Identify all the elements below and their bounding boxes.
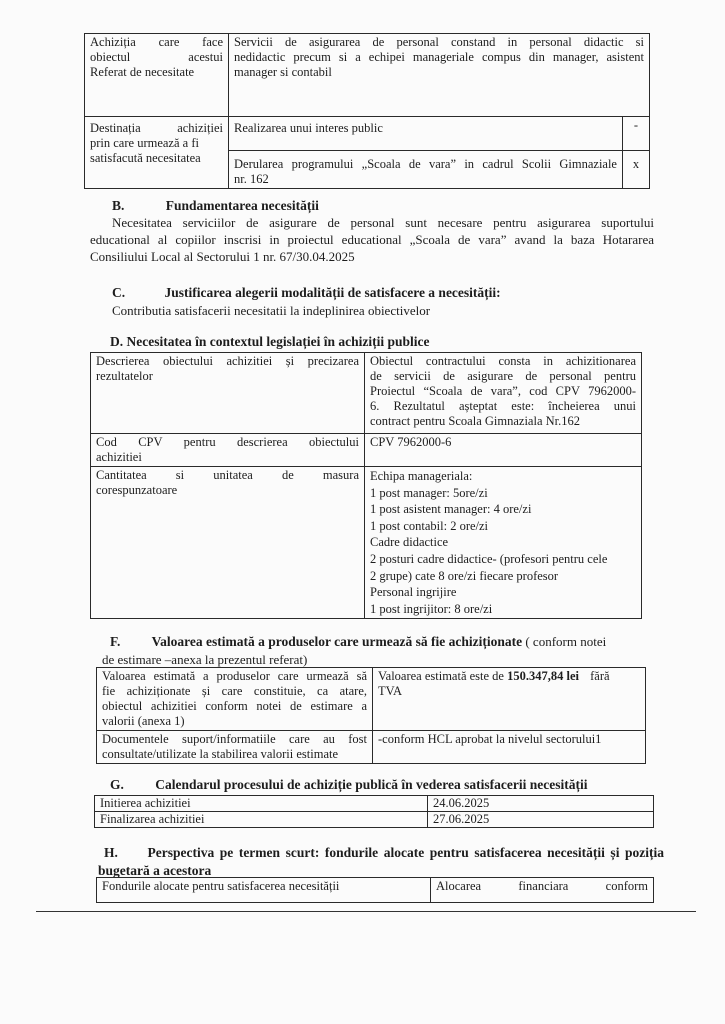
fonduri-table xyxy=(96,877,654,903)
section-f-heading xyxy=(110,634,658,650)
text-line: educational al copiilor inscrisi in proiectul educational „Scoala de vara” avand la baza Hotararea xyxy=(90,232,654,247)
label-line: obiectul achizitiei conform notei de estimare a xyxy=(102,699,367,713)
section-title: Valoarea estimată a produselor care urmează să fie achiziționate xyxy=(151,634,523,649)
label-line: Descrierea obiectului achizitiei și precizarea xyxy=(96,354,359,368)
value-text: Valoarea estimată este de xyxy=(378,669,504,683)
cpv-label xyxy=(91,434,365,467)
value-line: Proiectul “Scoala de vara”, cod CPV 7962000- xyxy=(370,384,636,398)
section-c-text: Contributia satisfacerii necesitatii la indeplinirea obiectivelor xyxy=(112,303,431,318)
section-f-heading-line2: de estimare –anexa la prezentul referat) xyxy=(102,652,308,667)
calendar-row xyxy=(95,812,654,828)
label-line: fie achiziționate și care constituie, ca atare, xyxy=(102,684,367,698)
section-b-heading xyxy=(112,198,319,214)
section-title: Calendarul procesului de achiziție publică în vederea satisfacerii necesității xyxy=(155,777,588,792)
section-d-heading: D. Necesitatea în contextul legislației în achiziții publice xyxy=(110,334,430,349)
calendar-table xyxy=(94,795,654,828)
label-line: Referat de necesitate xyxy=(90,65,195,79)
value-line: 6. Rezultatul așteptat este: încheierea unui xyxy=(370,399,636,413)
cpv-value: CPV 7962000-6 xyxy=(365,434,642,467)
obiect-label xyxy=(91,353,365,434)
value-line: contract pentru Scoala Gimnaziala Nr.162 xyxy=(370,414,580,428)
purpose-table xyxy=(84,33,650,189)
option-scoala-vara xyxy=(229,151,623,189)
valoare-value xyxy=(373,668,646,731)
value-line: manager si contabil xyxy=(234,65,332,79)
section-h-heading xyxy=(104,845,664,861)
legislation-table xyxy=(90,352,642,619)
section-c-heading xyxy=(112,285,501,301)
value-line: Obiectul contractului consta in achizitionarea xyxy=(370,354,636,368)
calendar-row xyxy=(95,796,654,812)
documente-label xyxy=(97,731,373,764)
footer-rule xyxy=(36,911,696,912)
value-line: 1 post contabil: 2 ore/zi xyxy=(370,518,489,533)
value-line: Servicii de asigurarea de personal constand in personal didactic si xyxy=(234,35,644,49)
value-line: 1 post ingrijitor: 8 ore/zi xyxy=(370,601,493,616)
option-mark-1: - xyxy=(623,117,650,151)
valoare-table xyxy=(96,667,646,764)
label-line: consultate/utilizate la stabilirea valorii estimate xyxy=(102,747,339,761)
value-line: Echipa manageriala: xyxy=(370,469,473,483)
option-line: Derularea programului „Scoala de vara” in cadrul Scolii Gimnaziale xyxy=(234,157,617,171)
label-line: Cod CPV pentru descrierea obiectului xyxy=(96,435,359,449)
label-line: Achiziția care face xyxy=(90,35,223,49)
label-line: Valoarea estimată a produselor care urmează să xyxy=(102,669,367,683)
option-line: nr. 162 xyxy=(234,172,269,186)
cantitate-value xyxy=(365,467,642,619)
section-h-title-line2: bugetară a acestora xyxy=(98,863,212,878)
text-line: Consiliului Local al Sectorului 1 nr. 67/30.04.2025 xyxy=(90,249,355,264)
section-title: Justificarea alegerii modalității de satisfacere a necesității: xyxy=(164,285,501,300)
calendar-label: Finalizarea achizitiei xyxy=(95,812,428,828)
label-line: achizitiei xyxy=(96,450,142,464)
destinatie-label xyxy=(85,117,229,189)
section-title: Perspectiva pe termen scurt: fondurile alocate pentru satisfacerea necesității și poziția xyxy=(147,845,665,860)
documente-value: -conform HCL aprobat la nivelul sectorului1 xyxy=(373,731,646,764)
section-title: Fundamentarea necesității xyxy=(165,198,319,213)
value-amount: 150.347,84 lei xyxy=(507,669,579,683)
section-letter: F. xyxy=(110,634,121,649)
label-line: prin care urmează a fi xyxy=(90,136,199,150)
valoare-label xyxy=(97,668,373,731)
cantitate-label xyxy=(91,467,365,619)
value-line: Cadre didactice xyxy=(370,535,449,550)
calendar-date: 27.06.2025 xyxy=(428,812,654,828)
achizitie-label xyxy=(85,34,229,117)
obiect-value xyxy=(365,353,642,434)
label-line: obiectul acestui xyxy=(90,50,223,64)
label-line: Cantitatea si unitatea de masura xyxy=(96,468,359,482)
section-letter: B. xyxy=(112,198,125,213)
section-title-note: ( conform notei xyxy=(525,634,607,649)
section-h-title-line1 xyxy=(104,845,664,861)
achizitie-value xyxy=(229,34,650,117)
valoare-line xyxy=(378,669,640,684)
option-interes-public xyxy=(229,117,623,151)
option-mark-2: x xyxy=(623,151,650,189)
value-line: 1 post manager: 5ore/zi xyxy=(370,485,488,500)
value-line: de servicii de asigurare de personal pentru xyxy=(370,369,636,383)
value-line: 2 grupe) cate 8 ore/zi fiecare profesor xyxy=(370,568,559,583)
calendar-label: Initierea achizitiei xyxy=(95,796,428,812)
fonduri-label: Fondurile alocate pentru satisfacerea necesității xyxy=(97,878,431,903)
value-line: Personal ingrijire xyxy=(370,585,457,600)
value-text: fără xyxy=(590,669,610,683)
label-line: rezultatelor xyxy=(96,369,153,383)
label-line: corespunzatoare xyxy=(96,483,178,497)
section-letter: C. xyxy=(112,285,126,300)
section-letter: G. xyxy=(110,777,124,792)
label-line: Destinația achiziției xyxy=(90,121,223,135)
value-line: 2 posturi cadre didactice- (profesori pentru cele xyxy=(370,551,608,566)
label-line: satisfacută necesitatea xyxy=(90,151,201,165)
section-b-text xyxy=(90,214,654,265)
label-line: Documentele suport/informatiile care au fost xyxy=(102,732,367,746)
option-text: Realizarea unui interes public xyxy=(234,121,383,135)
section-letter: H. xyxy=(104,845,118,860)
label-line: valorii (anexa 1) xyxy=(102,714,185,728)
text-line: Necesitatea serviciilor de asigurare de personal sunt necesare pentru asigurarea suportului xyxy=(112,215,654,230)
value-line: nedidactic precum si a echipei manageriale compus din manager, asistent xyxy=(234,50,644,64)
value-text: TVA xyxy=(378,684,403,698)
calendar-date: 24.06.2025 xyxy=(428,796,654,812)
value-line: 1 post asistent manager: 4 ore/zi xyxy=(370,502,532,517)
fonduri-value: Alocarea financiara conform xyxy=(431,878,654,903)
section-g-heading xyxy=(110,777,587,793)
